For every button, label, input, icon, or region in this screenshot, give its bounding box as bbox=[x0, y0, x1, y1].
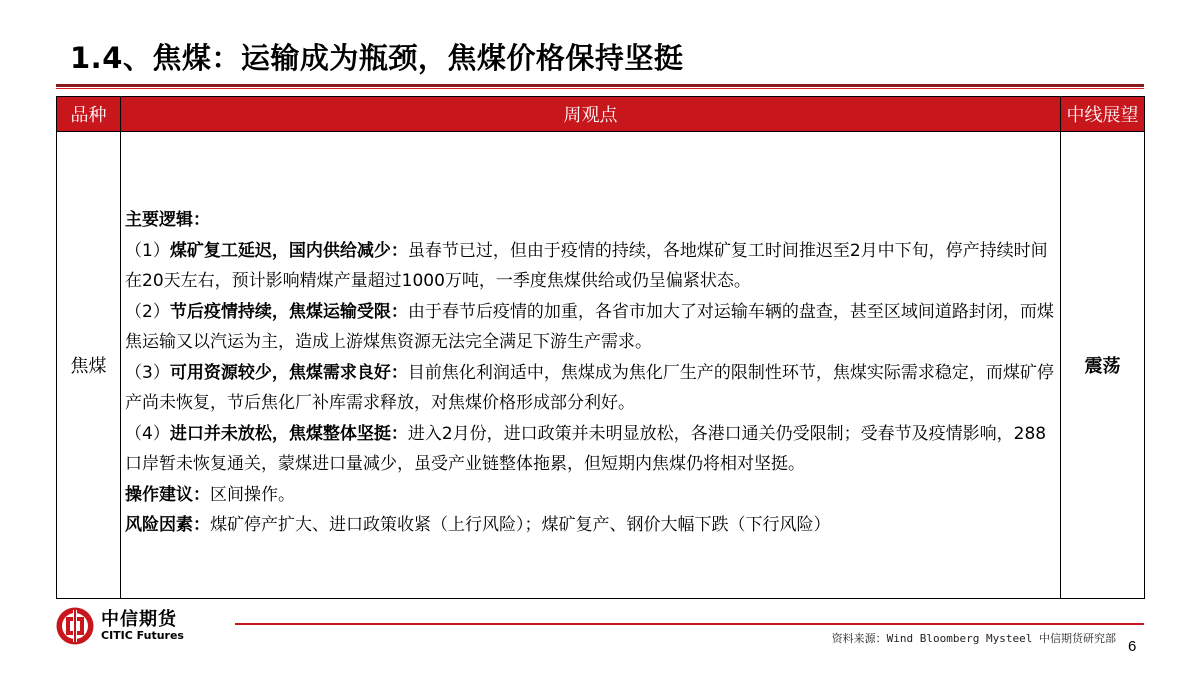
risk-paragraph bbox=[125, 510, 1056, 541]
risk-label: 风险因素： bbox=[125, 515, 210, 536]
point-text: 目前焦化利润适中，焦煤成为焦化厂生产的限制性环节，焦煤实际需求稳定，而煤矿停产尚未恢复，节后焦化厂补库需求释放，对焦煤价格形成部分利好。 bbox=[125, 362, 1054, 414]
point-number: （2） bbox=[125, 301, 170, 322]
brand-name-en: CITIC Futures bbox=[101, 629, 184, 642]
point-1 bbox=[125, 236, 1056, 297]
slide-title: 1.4、焦煤：运输成为瓶颈，焦煤价格保持坚挺 bbox=[70, 41, 684, 75]
outlook-cell: 震荡 bbox=[1061, 132, 1145, 599]
footer-rule bbox=[235, 623, 1144, 625]
data-source-note: 资料来源：Wind Bloomberg Mysteel 中信期货研究部 bbox=[831, 632, 1116, 645]
weekly-view-text bbox=[121, 159, 1060, 571]
table-row bbox=[57, 132, 1145, 599]
point-3 bbox=[125, 358, 1056, 419]
main-logic-paragraph bbox=[125, 205, 1056, 236]
suggestion-label: 操作建议： bbox=[125, 484, 210, 505]
variety-cell: 焦煤 bbox=[57, 132, 121, 599]
point-number: （3） bbox=[125, 362, 170, 383]
main-logic-label: 主要逻辑： bbox=[125, 210, 210, 231]
risk-text: 煤矿停产扩大、进口政策收紧（上行风险）；煤矿复产、钢价大幅下跌（下行风险） bbox=[210, 515, 831, 536]
point-heading: 煤矿复工延迟，国内供给减少： bbox=[169, 240, 408, 261]
point-heading: 进口并未放松，焦煤整体坚挺： bbox=[169, 423, 408, 444]
point-number: （1） bbox=[125, 240, 170, 261]
header-outlook: 中线展望 bbox=[1061, 97, 1145, 132]
brand-name-cn: 中信期货 bbox=[101, 609, 177, 630]
title-rule-accent bbox=[56, 88, 1144, 89]
point-text: 虽春节已过，但由于疫情的持续，各地煤矿复工时间推迟至2月中下旬，停产持续时间在20天左右，预计影响精煤产量超过1000万吨，一季度焦煤供给或仍呈偏紧状态。 bbox=[125, 240, 1048, 292]
point-4 bbox=[125, 419, 1056, 480]
point-text: 由于春节后疫情的加重，各省市加大了对运输车辆的盘查，甚至区域间道路封闭，而煤焦运输又以汽运为主，造成上游煤焦资源无法完全满足下游生产需求。 bbox=[125, 301, 1054, 353]
point-heading: 可用资源较少，焦煤需求良好： bbox=[169, 362, 408, 383]
title-rule bbox=[56, 84, 1144, 87]
point-text: 进入2月份，进口政策并未明显放松，各港口通关仍受限制；受春节及疫情影响，288口岸暂未恢复通关，蒙煤进口量减少，虽受产业链整体拖累，但短期内焦煤仍将相对坚挺。 bbox=[125, 423, 1047, 475]
suggestion-text: 区间操作。 bbox=[210, 484, 295, 505]
point-number: （4） bbox=[125, 423, 170, 444]
suggestion-paragraph bbox=[125, 480, 1056, 511]
header-weekly-view: 周观点 bbox=[121, 97, 1061, 132]
citic-logo-icon bbox=[55, 606, 95, 646]
table-header-row bbox=[57, 97, 1145, 132]
weekly-view-table bbox=[56, 96, 1145, 599]
weekly-view-cell bbox=[121, 132, 1061, 599]
header-variety: 品种 bbox=[57, 97, 121, 132]
point-heading: 节后疫情持续，焦煤运输受限： bbox=[169, 301, 408, 322]
point-2 bbox=[125, 297, 1056, 358]
page-number: 6 bbox=[1128, 638, 1137, 655]
